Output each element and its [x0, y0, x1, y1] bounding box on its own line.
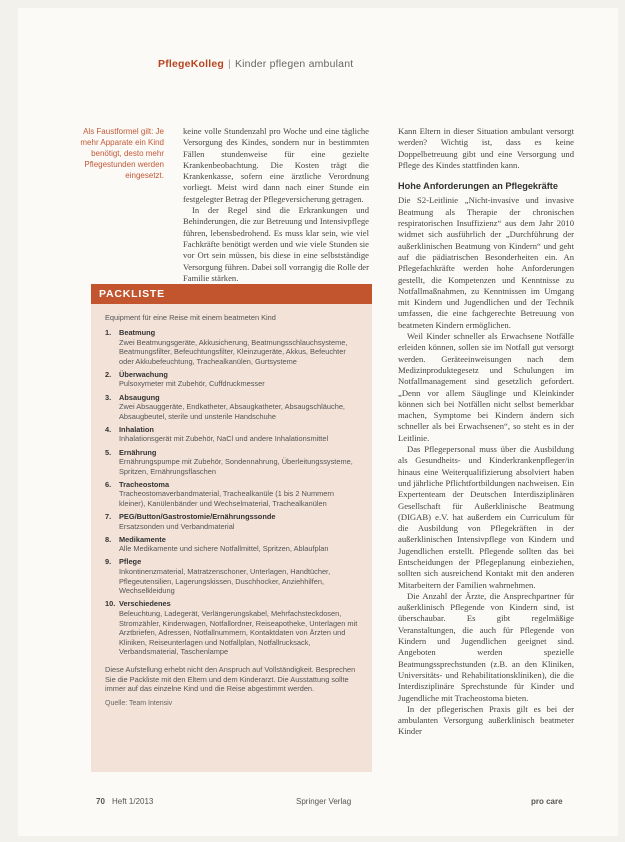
item-description: Ernährungspumpe mit Zubehör, Sondennahrung, Überleitungssysteme, Spritzen, Ernährungsflaschen: [119, 457, 353, 476]
item-title: Absaugung: [119, 392, 160, 402]
item-number: 6.: [105, 479, 112, 489]
item-title: Beatmung: [119, 328, 156, 337]
column-2-paragraph: Weil Kinder schneller als Erwachsene Notfälle erleiden können, sollen sie im Notfall gut versorgt werden. Geräteeinweisungen nach dem Medizinproduktegesetz und Schulungen im Notfallmanagement sind gesetzlich gefordert. „Denn vor allem Säuglinge und Kleinkinder können sich bei Notfällen nicht selbst bemerkbar machen, Symptome bei Kindern ändern sich schneller als bei Erwachsenen“, so steht es in der Leitlinie.: [398, 331, 574, 443]
packliste-intro: Equipment für eine Reise mit einem beatmeten Kind: [105, 313, 276, 322]
item-title: Tracheostoma: [119, 479, 170, 489]
sidenote-quote: Als Faustformel gilt: Je mehr Apparate ein Kind benötigt, desto mehr Pflegestunden werden eingesetzt.: [80, 127, 164, 180]
column-1-paragraph: keine volle Stundenzahl pro Woche und eine tägliche Versorgung des Kindes, sondern nur in bestimmten Fällen stundenweise für eine gezielte Krankenbeobachtung. Die Kosten trägt die Krankenkasse, sofern eine ärztliche Verordnung vorliegt. Meist wird dann nach einer Stunde ein festgelegter Betrag der Pflegeversicherung getragen.: [183, 126, 369, 204]
section-heading: Hohe Anforderungen an Pflegekräfte: [398, 181, 558, 192]
journal-name: pro care: [531, 797, 563, 806]
column-2-paragraph: Die S2-Leitlinie „Nicht-invasive und invasive Beatmung als Therapie der chronischen respiratorischen Insuffizienz“ aus dem Jahr 2010 widmet sich ausführlich der „Durchführung der außerklinischen Beatmung von Kindern“ und geht auf die pädiatrischen Besonderheiten ein. An Pflegefachkräfte werden hohe Anforderungen gestellt, die Kompetenzen und Kenntnisse zu Notfallmaßnahmen, zu Kenntnissen im Umgang mit Kindern und Jugendlichen und der Technik umfassen, die eine fachgerechte Betreuung von beatmeten Kindern ermöglichen.: [398, 195, 574, 330]
item-description: Ersatzsonden und Verbandmaterial: [119, 521, 235, 531]
item-number: 9.: [105, 557, 112, 567]
packliste-source: Quelle: Team Intensiv: [105, 699, 173, 707]
publisher-label: Springer Verlag: [296, 797, 352, 806]
page-number: 70: [96, 797, 105, 806]
column-1-paragraph: In der Regel sind die Erkrankungen und Behinderungen, die zur Betreuung und Intensivpflege führen, lebensbedrohend. Es muss klar sein, wie viel Fachkräfte benötigt werden und wie viele Stunden sie vor Ort sein müssen, bis diese in eine selbstständige Versorgung führen. Dabei soll vorrangig die Rolle der Familie stärken.: [183, 205, 369, 283]
item-number: 8.: [105, 534, 112, 544]
item-description: Tracheostomaverbandmaterial, Trachealkanüle (1 bis 2 Nummern kleiner), Kanülenbänder und Wechselmaterial, Trachealkanülen: [119, 489, 334, 508]
list-item: [105, 599, 358, 657]
list-item: [105, 535, 358, 554]
item-description: Pulsoxymeter mit Zubehör, Cuffdruckmesser: [119, 379, 265, 389]
item-number: 7.: [105, 512, 112, 522]
item-number: 10.: [105, 599, 116, 609]
column-1-text: [183, 126, 369, 284]
item-title: Ernährung: [119, 447, 157, 457]
item-title: Pflege: [119, 557, 142, 567]
item-description: Inhalationsgerät mit Zubehör, NaCl und andere Inhalationsmittel: [119, 434, 329, 444]
packliste-note: Diese Aufstellung erhebt nicht den Anspruch auf Vollständigkeit. Besprechen Sie die Packliste mit den Eltern und dem Kinderarzt. Die Ausstattung sollte immer auf das einzelne Kind und die Reise abgestimmt werden.: [105, 664, 356, 694]
item-number: 4.: [105, 424, 112, 434]
column-2-paragraph: In der pflegerischen Praxis gilt es bei der ambulanten Versorgung außerklinisch beatmeter Kinder: [398, 703, 574, 737]
list-item: [105, 512, 358, 531]
item-title: Medikamente: [119, 534, 166, 544]
packliste-list: [91, 328, 372, 657]
header-separator: |: [228, 58, 231, 70]
list-item: [105, 328, 358, 366]
header-topic: Kinder pflegen ambulant: [234, 58, 354, 70]
issue-label: Heft 1/2013: [112, 797, 154, 806]
item-number: 2.: [105, 369, 112, 379]
list-item: [105, 370, 358, 389]
column-2-paragraph: Die Anzahl der Ärzte, die Ansprechpartner für außerklinisch Pflegende von Kindern sind, ist überschaubar. Es gibt regelmäßige Veranstaltungen, die auch für Pflegende von Kindern und Jugendlichen geeignet sind. Angeboten werden spezielle Beatmungssprechstunden (z.B. an den Kliniken, Universitäts- und Rehabilitationskliniken), die die Interdisziplinäre Sprechstunde für Kinder und Jugendliche mit Tracheostoma bieten.: [398, 590, 574, 703]
packliste-box: [91, 284, 372, 772]
item-description: Alle Medikamente und sichere Notfallmittel, Spritzen, Ablaufplan: [119, 544, 329, 554]
item-number: 1.: [105, 328, 112, 337]
item-description: Beleuchtung, Ladegerät, Verlängerungskabel, Mehrfachsteckdosen, Stromzähler, Kinderwagen, Notfallordner, Reiseapotheke, Unterlagen mit Arztbriefen, Adressen, Notfallnummern, Kontaktdaten von Ärzten und Kliniken, Reiseunterlagen und Notfallplan, Notfallrucksack, Verbandsmaterial, Taschenlampe: [119, 608, 358, 657]
column-2-intro: Kann Eltern in dieser Situation ambulant versorgt werden? Wichtig ist, dass es keine Doppelbetreuung gibt und eine Versorgung und Pflege des Kindes stattfinden kann.: [398, 126, 574, 170]
item-number: 3.: [105, 392, 112, 402]
list-item: [105, 393, 358, 422]
packliste-heading: PACKLISTE: [91, 284, 372, 304]
header-brand: PflegeKolleg: [158, 58, 224, 70]
item-description: Zwei Beatmungsgeräte, Akkusicherung, Beatmungsschlauchsysteme, Beatmungsfilter, Befeuchtungsfilter, Kleinzugeräte, Akkus, Befeuchter oder Akkubefeuchtung, Trachealkanülen, Gurtsysteme: [119, 337, 348, 366]
list-item: [105, 480, 358, 509]
item-description: Inkontinenzmaterial, Matratzenschoner, Unterlagen, Handtücher, Pflegeutensilien, Lagerungskissen, Duschhocker, Anziehhilfen, Wechselkleidung: [119, 567, 331, 596]
item-title: Verschiedenes: [119, 599, 171, 609]
list-item: [105, 425, 358, 444]
page-header: [158, 58, 353, 70]
list-item: [105, 448, 358, 477]
list-item: [105, 557, 358, 595]
item-title: Inhalation: [119, 424, 154, 434]
item-title: PEG/Button/Gastrostomie/Ernährungssonde: [119, 512, 276, 522]
item-title: Überwachung: [119, 369, 168, 379]
item-description: Zwei Absauggeräte, Endkatheter, Absaugkatheter, Absaugschläuche, Absaugbeutel, sterile und unsterile Handschuhe: [119, 402, 345, 421]
column-2-text: [398, 126, 574, 738]
item-number: 5.: [105, 447, 112, 457]
column-2-paragraph: Das Pflegepersonal muss über die Ausbildung als Gesundheits- und Kinderkrankenpfleger/in hinaus eine Weiterqualifizierung absolviert haben und jährliche Pflichtfortbildungen nachweisen. Ein Expertenteam der Deutschen Interdisziplinären Gesellschaft für Außerklinische Beatmung (DIGAB) e.V. hat außerdem ein Curriculum für die Ausbildung von Pflegekräften in der außerklinischen Intensivpflege von Kindern und Jugendlichen erstellt. Pflegende sollten das bei Entscheidungen der Pflegeplanung einbeziehen, sollten sich ausreichend Kontakt mit den anderen Mitarbeitern der Familien wahrnehmen.: [398, 444, 574, 590]
